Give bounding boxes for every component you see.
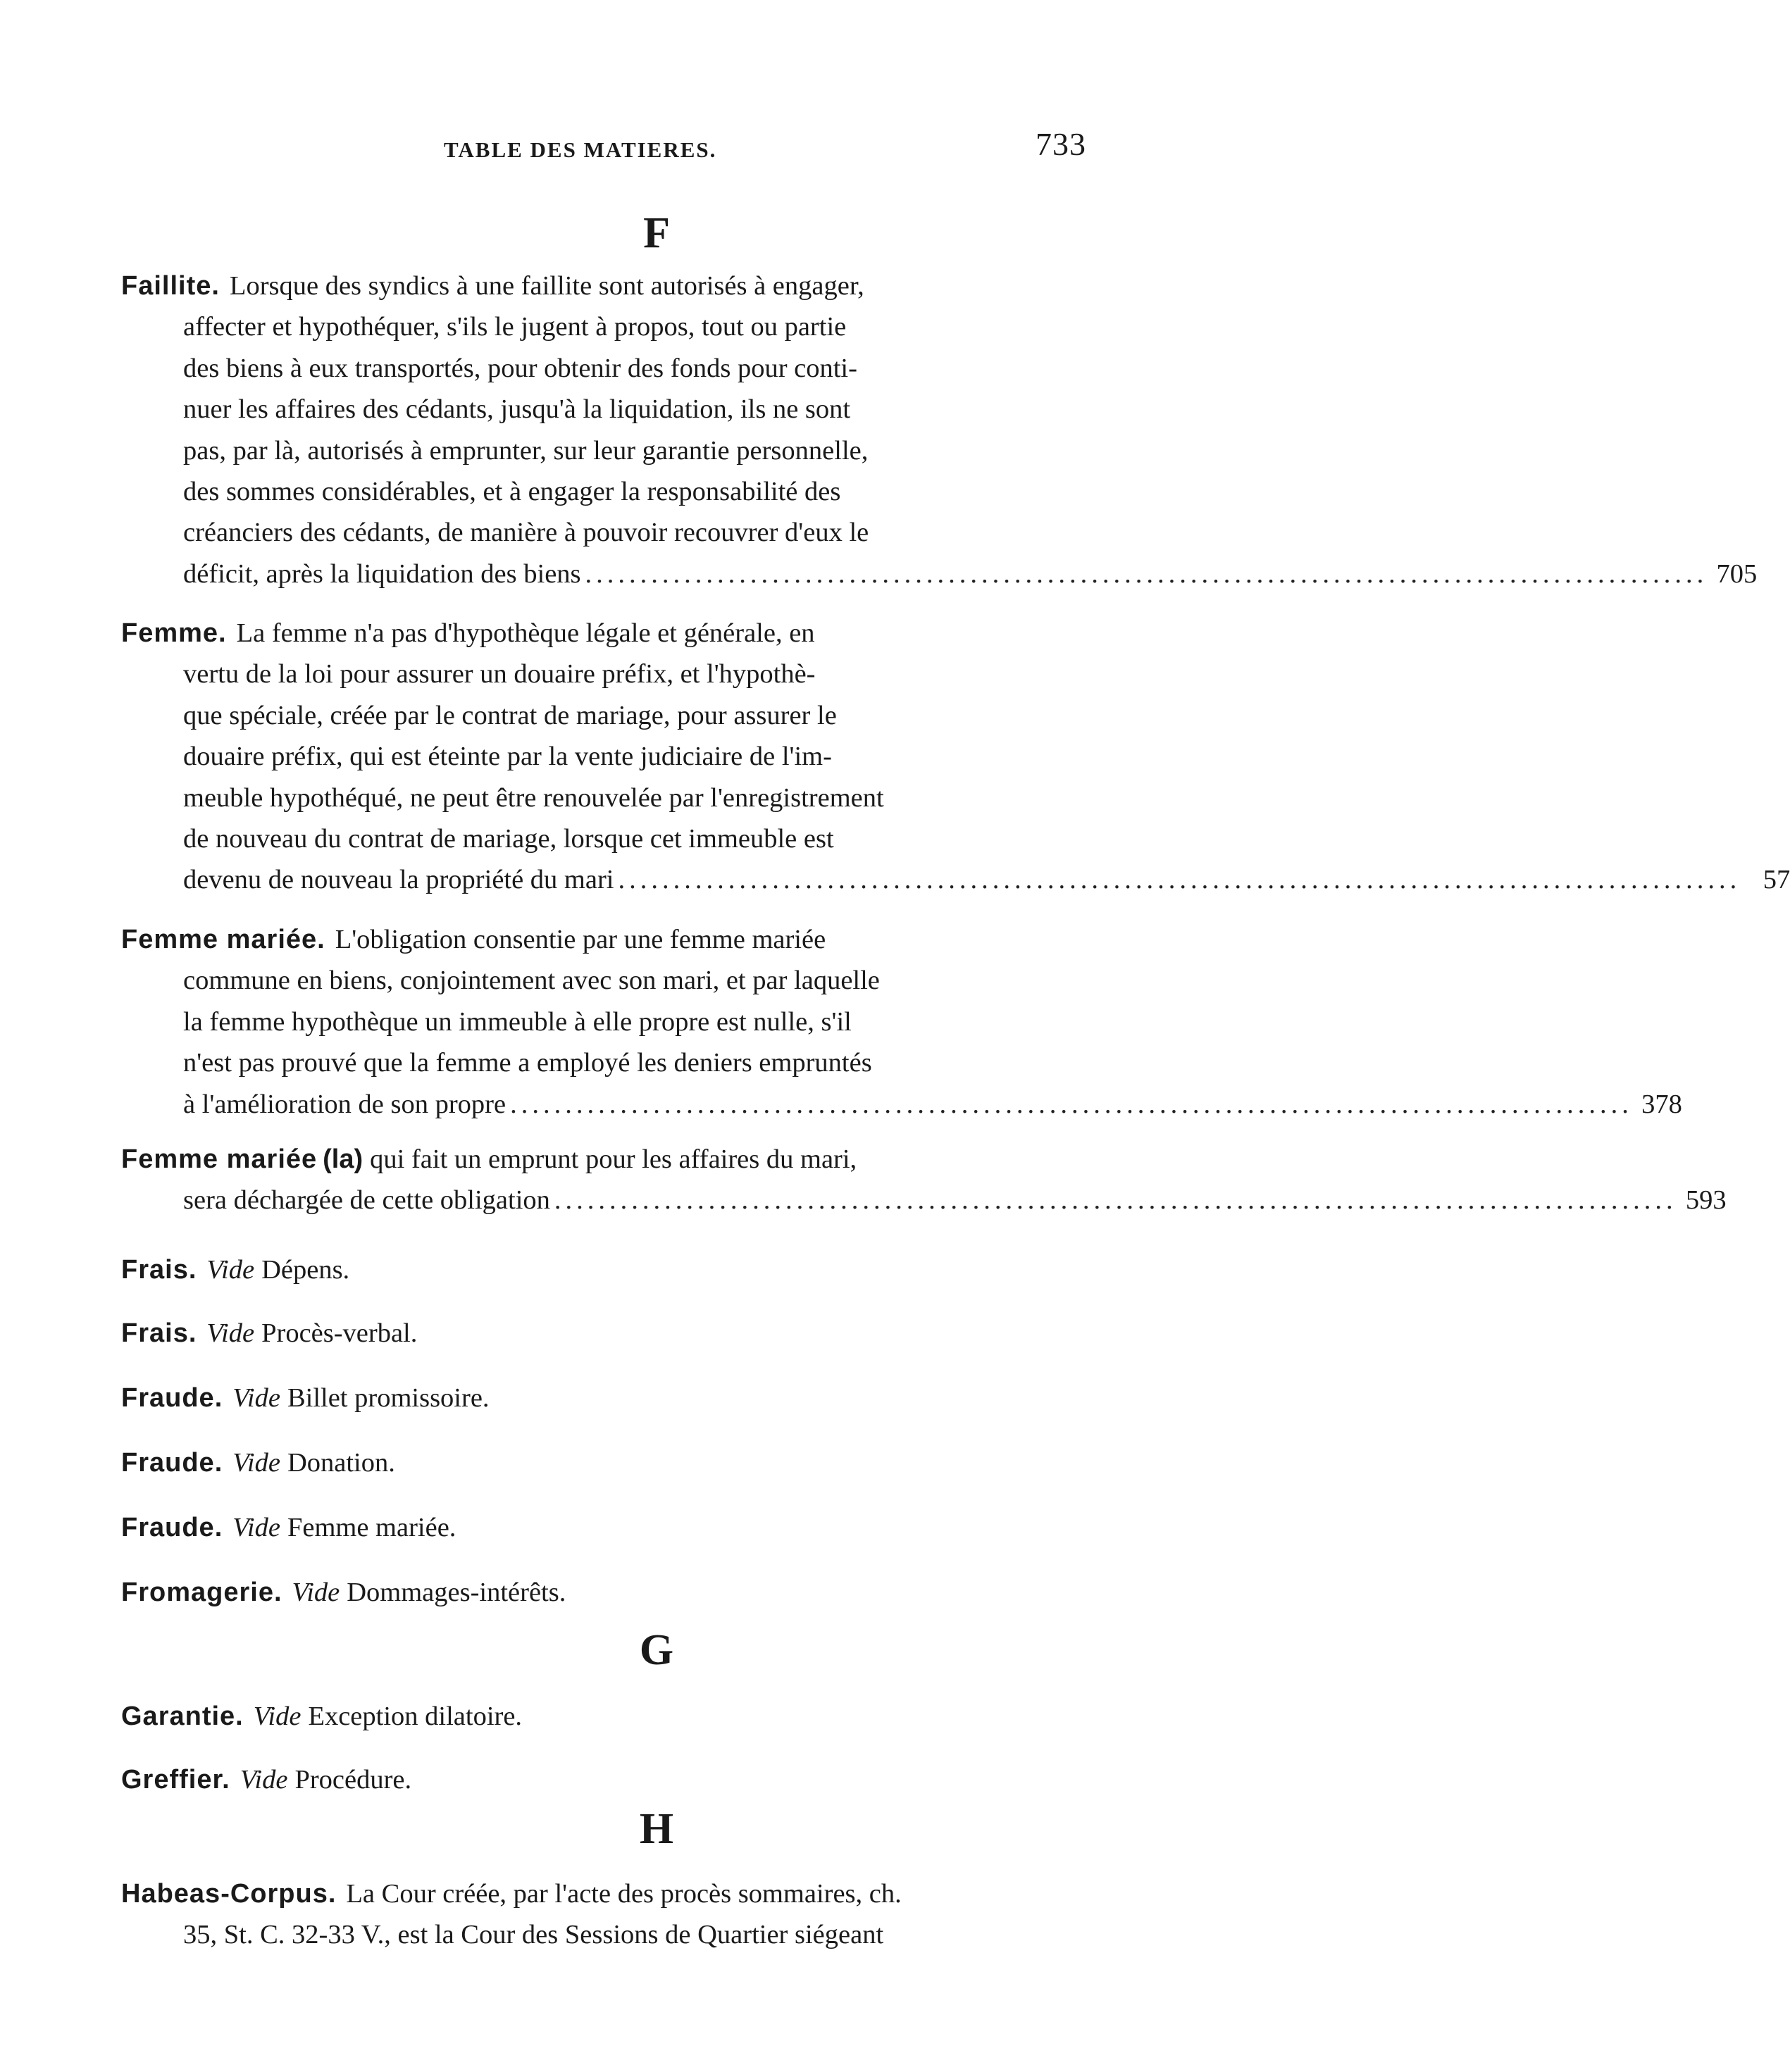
entry-line: des biens à eux transportés, pour obtenir des fonds pour conti- (183, 353, 857, 383)
entry-heading: Faillite. (121, 271, 220, 301)
xref-fraude-donation (121, 1442, 1107, 1483)
section-letter-g: G (639, 1626, 674, 1674)
entry-line: de nouveau du contrat de mariage, lorsque cet immeuble est (183, 824, 834, 854)
xref-frais-depens (121, 1249, 1107, 1290)
entry-femme-mariee-la (121, 1139, 1727, 1221)
entry-heading: Fraude. (121, 1448, 223, 1478)
vide-label: Vide (206, 1318, 255, 1348)
entry-line: la femme hypothèque un immeuble à elle propre est nulle, s'il (183, 1006, 852, 1037)
dot-leader: ...................................................................................................... (618, 865, 1741, 895)
entry-page-ref: 57 (1763, 865, 1790, 895)
entry-text: Lorsque des syndics à une faillite sont autorisés à engager, (229, 271, 864, 301)
xref-target: Donation. (287, 1448, 395, 1478)
vide-label: Vide (232, 1383, 280, 1413)
entry-line: devenu de nouveau la propriété du mari (183, 865, 614, 895)
entry-line: déficit, après la liquidation des biens (183, 558, 581, 589)
entry-heading: Habeas-Corpus. (121, 1879, 337, 1909)
xref-target: Exception dilatoire. (308, 1702, 523, 1731)
running-title: TABLE DES MATIERES. (444, 137, 717, 162)
xref-greffier (121, 1759, 1107, 1800)
xref-fraude-billet (121, 1378, 1107, 1418)
entry-femme (121, 613, 1790, 901)
entry-page-ref: 705 (1716, 558, 1758, 589)
entry-line: vertu de la loi pour assurer un douaire préfix, et l'hypothè- (183, 659, 816, 689)
entry-heading: Frais. (121, 1318, 197, 1348)
entry-text: qui fait un emprunt pour les affaires du mari, (370, 1144, 857, 1174)
page-number: 733 (1036, 126, 1086, 162)
vide-label: Vide (232, 1448, 280, 1478)
dot-leader: ...................................................................................................... (554, 1185, 1677, 1216)
vide-label: Vide (232, 1513, 280, 1542)
entry-line: douaire préfix, qui est éteinte par la vente judiciaire de l'im- (183, 742, 832, 772)
vide-label: Vide (292, 1578, 340, 1607)
entry-page-ref: 378 (1641, 1089, 1682, 1119)
entry-line: 35, St. C. 32-33 V., est la Cour des Sessions de Quartier siégeant (183, 1920, 884, 1950)
entry-heading: Garantie. (121, 1702, 244, 1731)
xref-target: Dépens. (261, 1255, 350, 1285)
entry-line: sera déchargée de cette obligation (183, 1185, 550, 1216)
entry-femme-mariee (121, 919, 1682, 1125)
entry-habeas-corpus (121, 1873, 1107, 1956)
entry-heading: Fraude. (121, 1513, 223, 1542)
vide-label: Vide (253, 1702, 302, 1731)
entry-page-ref: 593 (1685, 1185, 1727, 1216)
xref-fromagerie (121, 1572, 1107, 1613)
entry-line: des sommes considérables, et à engager la responsabilité des (183, 477, 841, 507)
vide-label: Vide (206, 1255, 255, 1285)
section-letter-h: H (639, 1805, 674, 1853)
section-letter-f: F (643, 209, 670, 257)
entry-line: pas, par là, autorisés à emprunter, sur leur garantie personnelle, (183, 435, 869, 466)
entry-line: n'est pas prouvé que la femme a employé les deniers empruntés (183, 1048, 872, 1078)
entry-line: créanciers des cédants, de manière à pouvoir recouvrer d'eux le (183, 518, 869, 548)
entry-faillite (121, 266, 1758, 594)
xref-target: Procès-verbal. (261, 1318, 418, 1348)
dot-leader: ...................................................................................................... (585, 558, 1708, 589)
entry-line: meuble hypothéqué, ne peut être renouvelée par l'enregistrement (183, 782, 884, 813)
entry-text: La femme n'a pas d'hypothèque légale et générale, en (236, 618, 815, 648)
xref-target: Dommages-intérêts. (347, 1578, 566, 1607)
entry-line: affecter et hypothéquer, s'ils le jugent à propos, tout ou partie (183, 312, 847, 342)
entry-line: nuer les affaires des cédants, jusqu'à la liquidation, ils ne sont (183, 394, 851, 425)
xref-frais-proces-verbal (121, 1313, 1107, 1354)
entry-line: commune en biens, conjointement avec son mari, et par laquelle (183, 966, 880, 996)
entry-heading: Femme mariée. (121, 925, 325, 954)
entry-text: La Cour créée, par l'acte des procès sommaires, ch. (346, 1879, 902, 1909)
vide-label: Vide (240, 1765, 288, 1795)
entry-line: que spéciale, créée par le contrat de mariage, pour assurer le (183, 700, 837, 730)
xref-target: Procédure. (294, 1765, 412, 1795)
entry-heading: Fraude. (121, 1383, 223, 1413)
dot-leader: ...................................................................................................... (510, 1089, 1633, 1119)
entry-text: L'obligation consentie par une femme mariée (335, 925, 826, 954)
entry-line: à l'amélioration de son propre (183, 1089, 506, 1119)
xref-garantie (121, 1696, 1107, 1737)
entry-heading: Femme mariée (121, 1144, 318, 1174)
entry-heading-suffix: (la) (323, 1144, 363, 1174)
entry-heading: Frais. (121, 1255, 197, 1285)
entry-heading: Greffier. (121, 1765, 230, 1795)
xref-target: Billet promissoire. (287, 1383, 490, 1413)
entry-heading: Femme. (121, 618, 227, 648)
entry-heading: Fromagerie. (121, 1578, 282, 1607)
xref-fraude-femme-mariee (121, 1507, 1107, 1548)
xref-target: Femme mariée. (287, 1513, 456, 1542)
